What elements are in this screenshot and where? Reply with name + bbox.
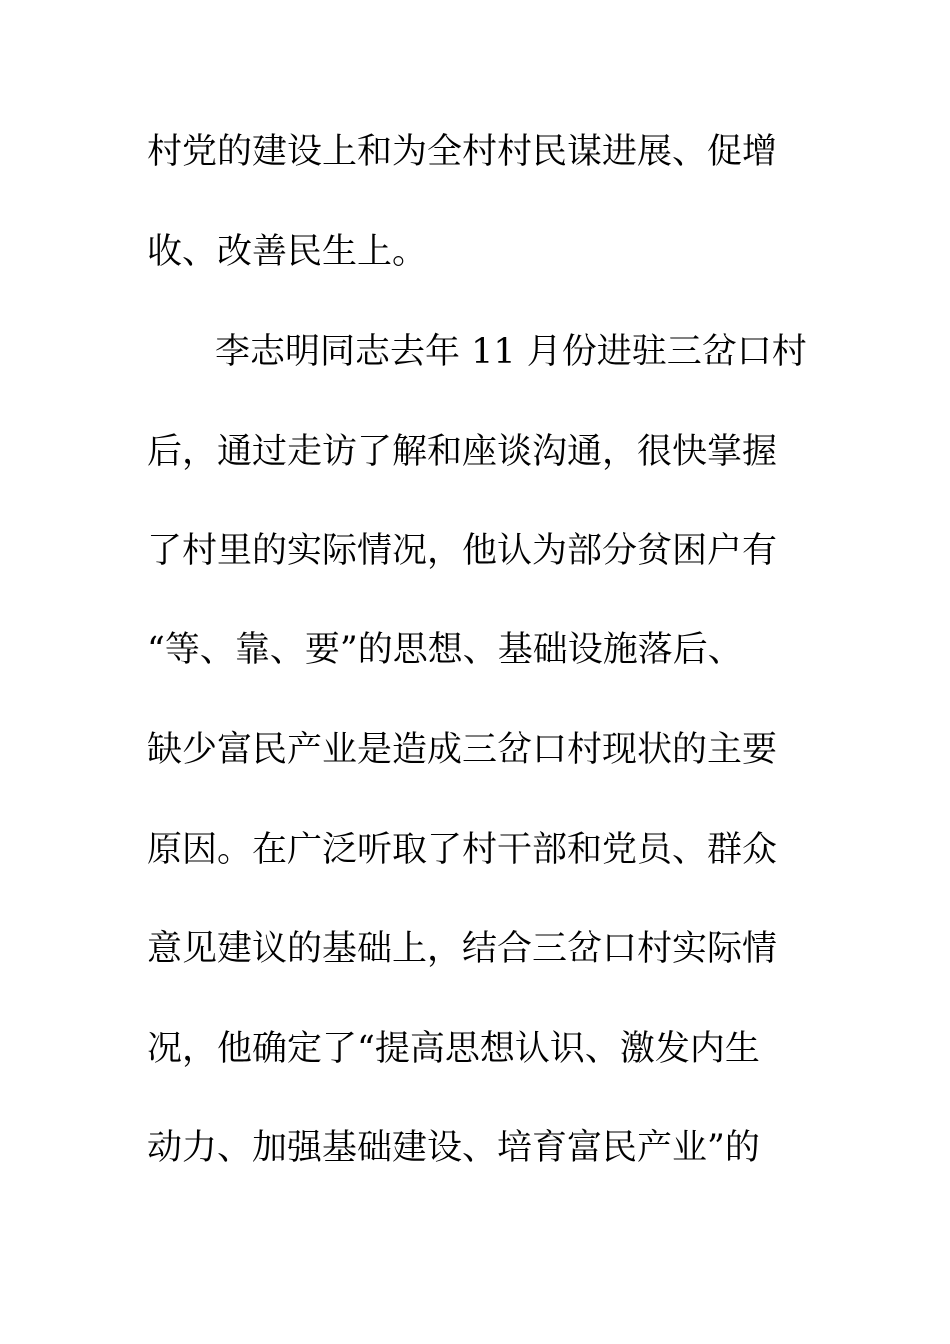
- text-line: 村党的建设上和为全村村民谋进展、促增: [147, 132, 778, 172]
- text-line: 收、改善民生上。: [147, 232, 428, 272]
- text-line: 缺少富民产业是造成三岔口村现状的主要: [147, 730, 778, 770]
- text-line: 意见建议的基础上，结合三岔口村实际情: [147, 929, 778, 969]
- text-line: 后，通过走访了解和座谈沟通，很快掌握: [147, 432, 778, 472]
- text-line: 了村里的实际情况，他认为部分贫困户有: [147, 531, 778, 571]
- text-line: 动力、加强基础建设、培育富民产业”的: [147, 1128, 760, 1168]
- paragraph-first-line: 李志明同志去年 11 月份进驻三岔口村: [215, 332, 807, 372]
- text-line: “等、靠、要”的思想、基础设施落后、: [147, 630, 743, 670]
- text-line: 况，他确定了“提高思想认识、激发内生: [147, 1029, 760, 1069]
- text-line: 原因。在广泛听取了村干部和党员、群众: [147, 830, 778, 870]
